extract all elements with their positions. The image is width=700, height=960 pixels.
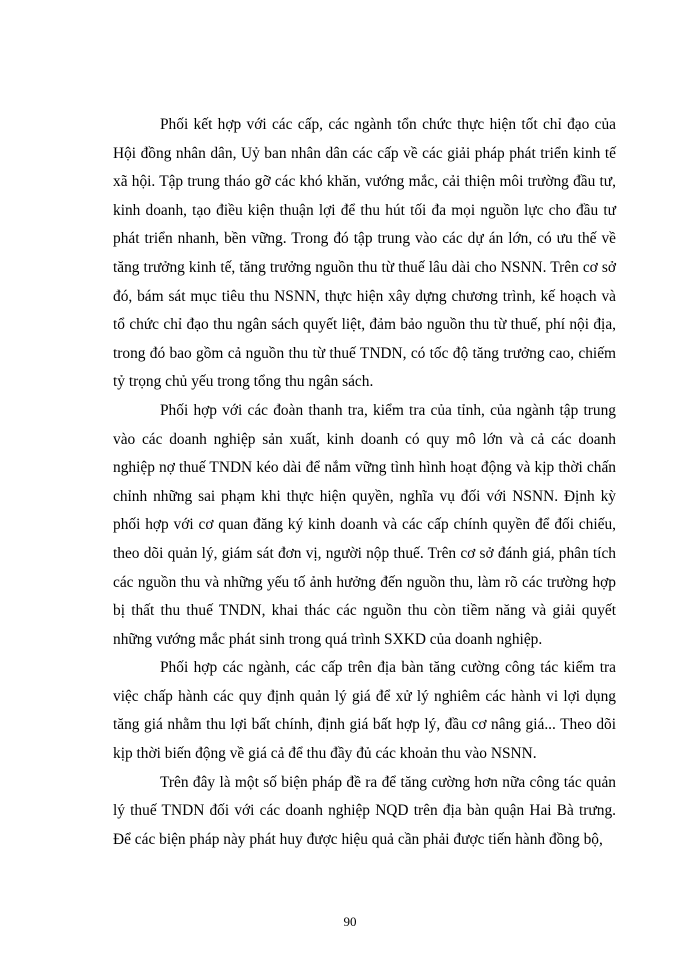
paragraph-3: Phối hợp các ngành, các cấp trên địa bàn tăng cường công tác kiểm tra việc chấp hành các quy định quản lý giá để xử lý nghiêm các hành vi lợi dụng tăng giá nhằm thu lợi bất chính, định giá bất hợp lý, đầu cơ nâng giá... Theo dõi kịp thời biến động về giá cả để thu đầy đủ các khoản thu vào NSNN. (113, 659, 616, 763)
body-text (113, 111, 616, 854)
paragraph-4: Trên đây là một số biện pháp đề ra để tăng cường hơn nữa công tác quản lý thuế TNDN đối với các doanh nghiệp NQD trên địa bàn quận Hai Bà trưng. Để các biện pháp này phát huy được hiệu quả cần phải được tiến hành đồng bộ, (113, 773, 616, 848)
paragraph-2: Phối hợp với các đoàn thanh tra, kiểm tra của tỉnh, của ngành tập trung vào các doanh nghiệp sản xuất, kinh doanh có quy mô lớn và cả các doanh nghiệp nợ thuế TNDN kéo dài để nắm vững tình hình hoạt động và kịp thời chấn chỉnh những sai phạm khi thực hiện quyền, nghĩa vụ đối với NSNN. Định kỳ phối hợp với cơ quan đăng ký kinh doanh và các cấp chính quyền để đối chiếu, theo dõi quản lý, giám sát đơn vị, người nộp thuế. Trên cơ sở đánh giá, phân tích các nguồn thu và những yếu tố ảnh hưởng đến nguồn thu, làm rõ các trường hợp bị thất thu thuế TNDN, khai thác các nguồn thu còn tiềm năng và giải quyết những vướng mắc phát sinh trong quá trình SXKD của doanh nghiệp. (113, 401, 616, 648)
paragraph-1: Phối kết hợp với các cấp, các ngành tổn chức thực hiện tốt chỉ đạo của Hội đồng nhân dân, Uỷ ban nhân dân các cấp về các giải pháp phát triển kinh tế xã hội. Tập trung tháo gỡ các khó khăn, vướng mắc, cải thiện môi trường đầu tư, kinh doanh, tạo điều kiện thuận lợi để thu hút tối đa mọi nguồn lực cho đầu tư phát triển nhanh, bền vững. Trong đó tập trung vào các dự án lớn, có ưu thế về tăng trưởng kinh tế, tăng trưởng nguồn thu từ thuế lâu dài cho NSNN. Trên cơ sở đó, bám sát mục tiêu thu NSNN, thực hiện xây dựng chương trình, kế hoạch và tổ chức chỉ đạo thu ngân sách quyết liệt, đảm bảo nguồn thu từ thuế, phí nội địa, trong đó bao gồm cả nguồn thu từ thuế TNDN, có tốc độ tăng trưởng cao, chiếm tỷ trọng chủ yếu trong tổng thu ngân sách. (113, 116, 616, 391)
page-number: 90 (343, 914, 357, 929)
